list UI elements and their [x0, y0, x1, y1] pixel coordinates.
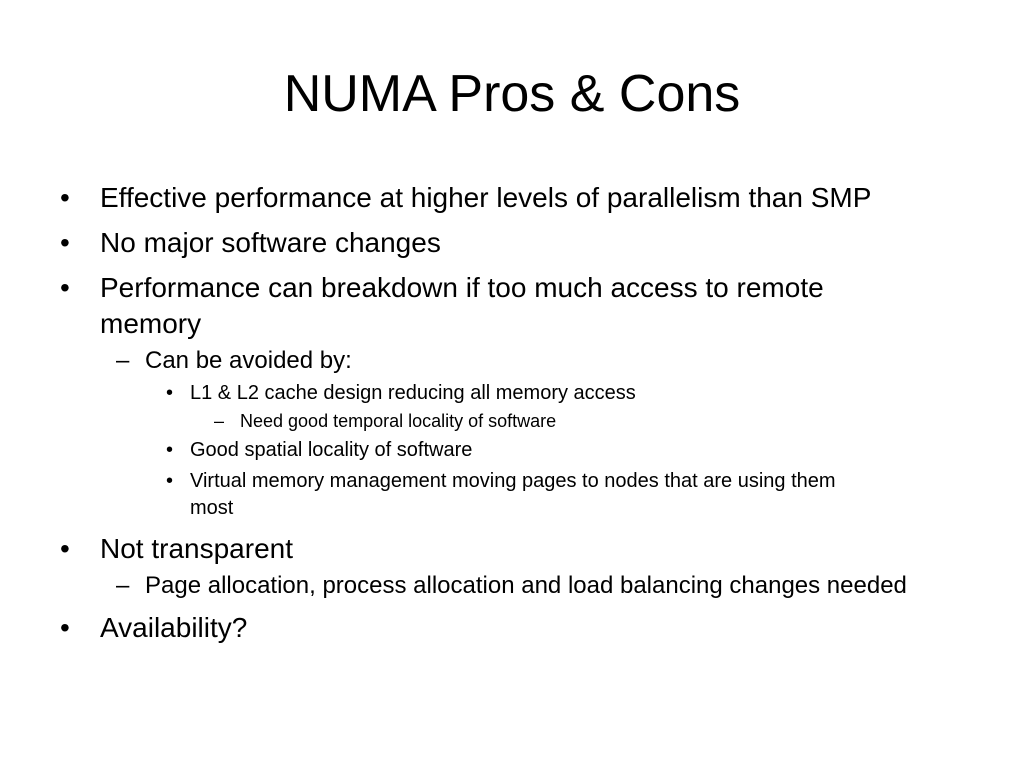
bullet-text: L1 & L2 cache design reducing all memory access — [190, 382, 636, 404]
dash-marker: – — [214, 411, 225, 431]
list-item — [56, 180, 976, 216]
list-item — [56, 437, 976, 464]
list-item — [56, 270, 976, 342]
list-item — [56, 225, 976, 261]
bullet-marker: • — [60, 612, 70, 643]
bullet-list — [56, 180, 976, 646]
bullet-text: Availability? — [100, 612, 248, 643]
bullet-text: Performance can breakdown if too much access to remote — [100, 272, 824, 303]
bullet-text: Good spatial locality of software — [190, 439, 473, 461]
bullet-marker: • — [60, 227, 70, 258]
list-item — [56, 531, 976, 567]
dash-marker: – — [116, 347, 130, 374]
list-item — [56, 409, 976, 433]
bullet-marker: • — [166, 382, 174, 404]
bullet-text: Virtual memory management moving pages to nodes that are using them — [190, 470, 836, 492]
slide-title: NUMA Pros & Cons — [283, 65, 741, 123]
bullet-text: Need good temporal locality of software — [240, 411, 557, 431]
bullet-text: No major software changes — [100, 227, 441, 258]
bullet-text: Effective performance at higher levels of parallelism than SMP — [100, 182, 872, 213]
bullet-marker: • — [60, 533, 70, 564]
list-item — [56, 610, 976, 646]
bullet-text: Not transparent — [100, 533, 293, 564]
bullet-text-continuation: most — [190, 497, 234, 519]
bullet-text-continuation: memory — [100, 308, 202, 339]
bullet-marker: • — [166, 439, 174, 461]
bullet-text: Can be avoided by: — [145, 347, 352, 374]
list-item — [56, 570, 976, 601]
bullet-text: Page allocation, process allocation and load balancing changes needed — [145, 572, 907, 599]
bullet-marker: • — [166, 470, 174, 492]
dash-marker: – — [116, 572, 130, 599]
list-item — [56, 345, 976, 376]
list-item — [56, 380, 976, 407]
list-item — [56, 468, 976, 522]
bullet-marker: • — [60, 272, 70, 303]
bullet-marker: • — [60, 182, 70, 213]
